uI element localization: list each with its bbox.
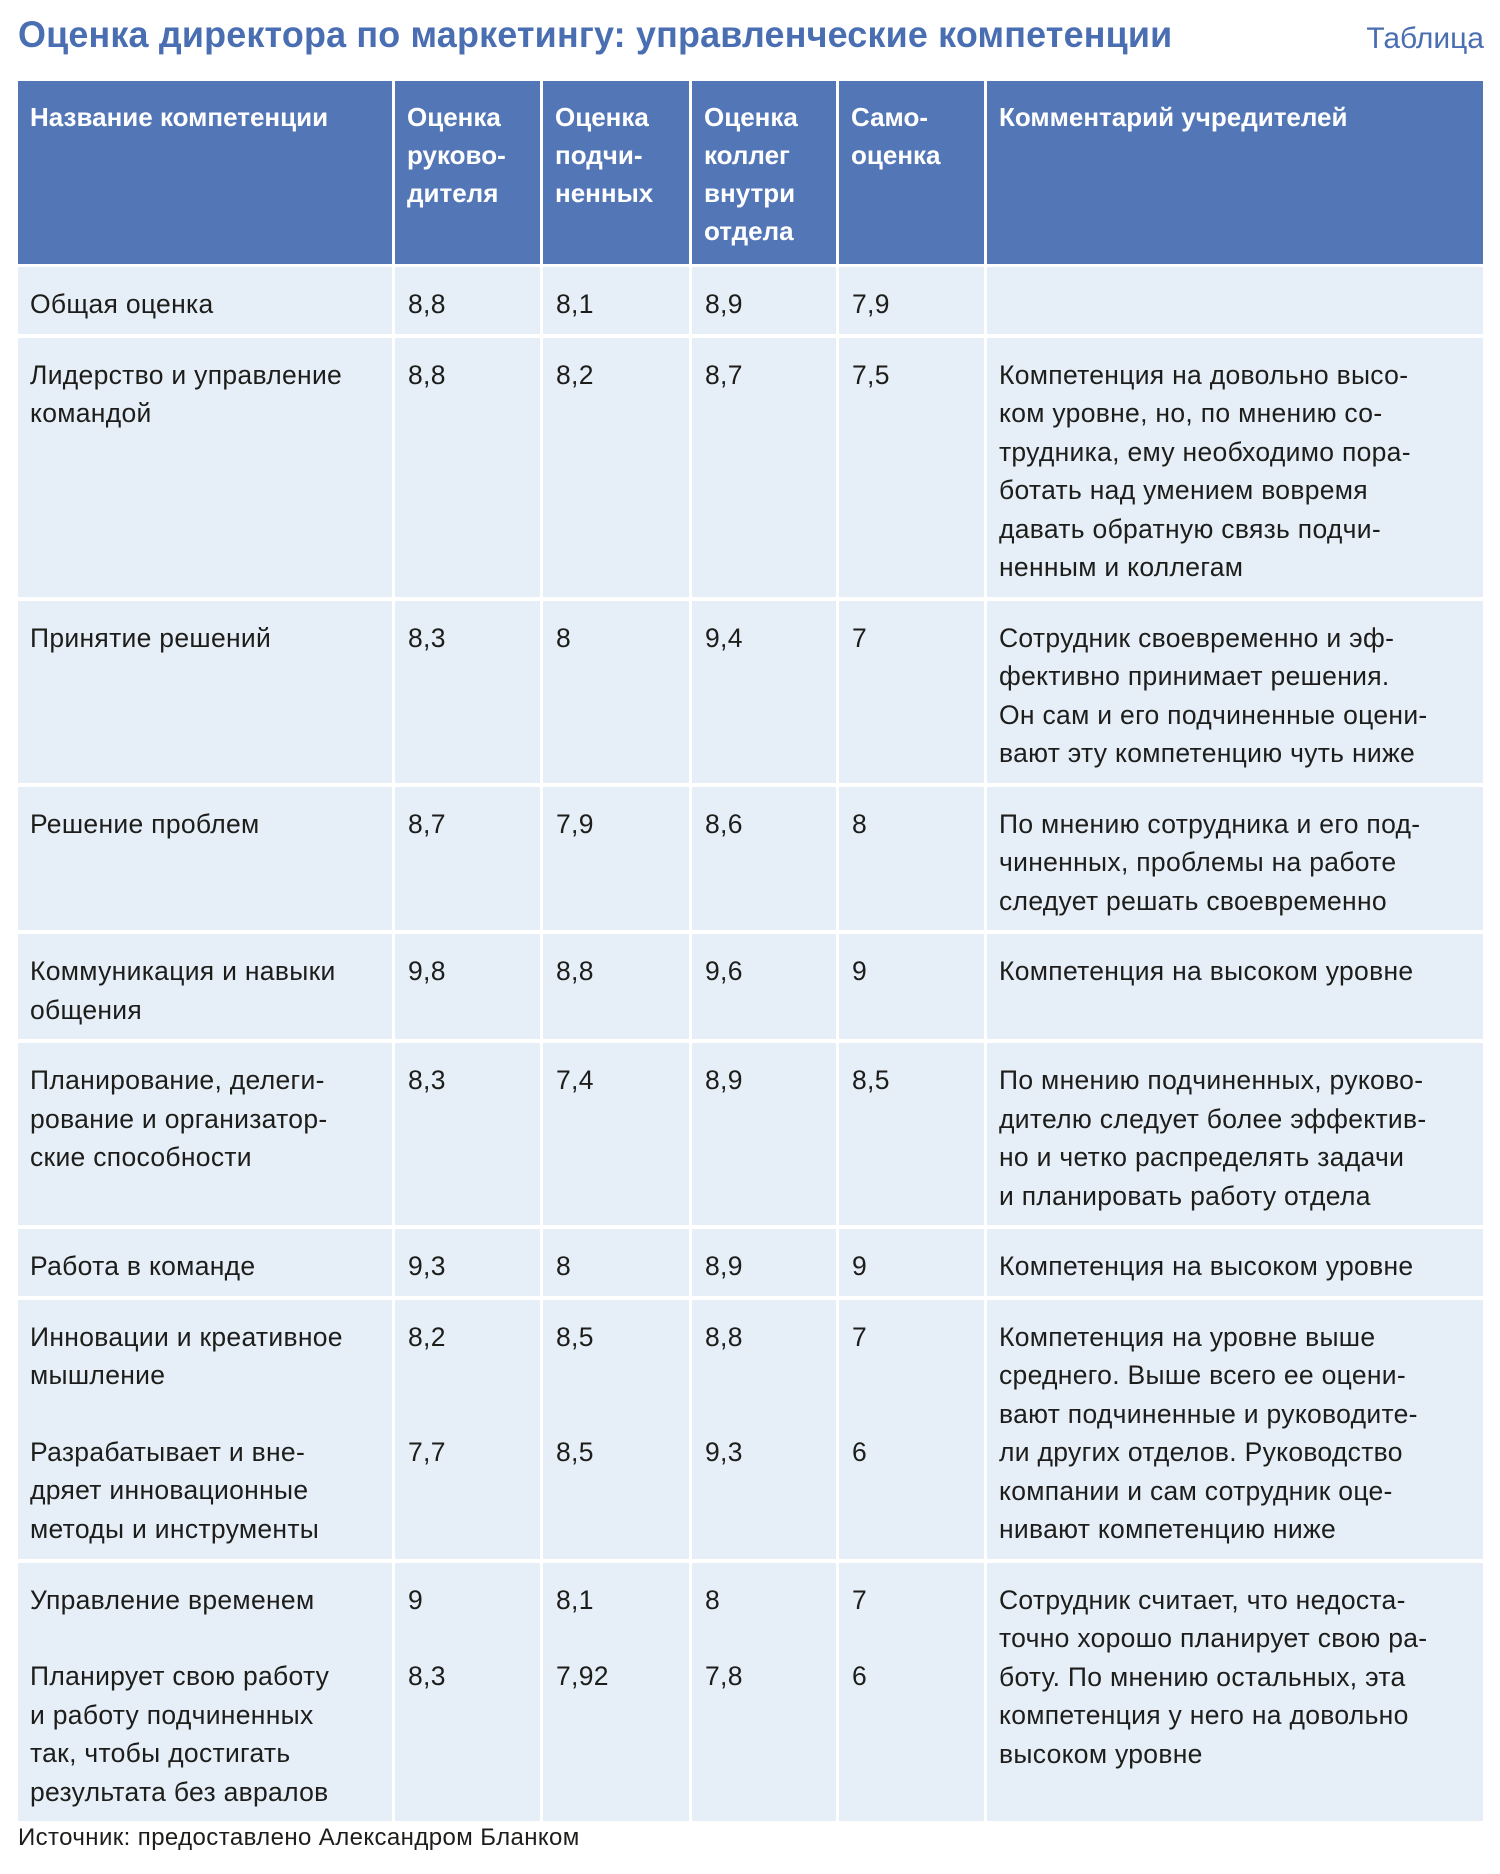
name-text-line: Решение проблем	[30, 808, 260, 839]
competency-name-cell	[18, 267, 395, 338]
source-note: Источник: предоставлено Александром Бланком	[18, 1824, 580, 1851]
table-row	[18, 1300, 1483, 1563]
score-manager-cell	[395, 1563, 543, 1826]
score-manager: 7,7	[408, 1436, 446, 1467]
comment-text-line: нивают компетенцию ниже	[999, 1514, 1337, 1544]
comment-text-line: компании и сам сотрудник оце-	[999, 1475, 1393, 1506]
header-text-line: Оценка	[704, 102, 798, 132]
table-row	[18, 1563, 1483, 1826]
score-manager: 8,8	[408, 289, 446, 319]
score-colleagues-cell	[692, 1563, 839, 1826]
score-self: 8	[852, 808, 868, 839]
score-manager: 8,8	[408, 359, 446, 390]
score-manager: 9,3	[408, 1251, 446, 1281]
comment-text-line: среднего. Выше всего ее оцени-	[999, 1360, 1407, 1390]
score-manager: 9	[408, 1584, 424, 1615]
name-text-line: Работа в команде	[30, 1251, 256, 1281]
comment-text-line: следует решать своевременно	[999, 885, 1387, 916]
competency-name	[30, 356, 380, 433]
header-text-line: дителя	[407, 178, 499, 208]
name-text-line: Разрабатывает и вне-	[30, 1436, 306, 1467]
score-manager-cell	[395, 1043, 543, 1229]
name-text-line: Коммуникация и навыки	[30, 956, 336, 986]
score-self: 7,5	[852, 359, 890, 390]
comment-text-line: вают эту компетенцию чуть ниже	[999, 738, 1416, 768]
comment-text-line: Сотрудник считает, что недоста-	[999, 1584, 1406, 1615]
name-text-line: Общая оценка	[30, 289, 214, 319]
comment-text-line: По мнению сотрудника и его под-	[999, 808, 1421, 839]
score-manager-cell	[395, 601, 543, 787]
header-text-line: руково-	[407, 140, 506, 170]
header-text-line: оценка	[851, 140, 941, 170]
comment-text-line: По мнению подчиненных, руково-	[999, 1065, 1424, 1095]
competency-name-cell	[18, 787, 395, 935]
table-label: Таблица	[1366, 22, 1484, 55]
score-self: 9	[852, 956, 868, 986]
comment-text-line: вают подчиненные и руководите-	[999, 1398, 1418, 1429]
score-subordinates: 7,92	[556, 1661, 609, 1691]
founders-comment-cell	[987, 1229, 1483, 1300]
score-subordinates: 8	[556, 622, 572, 653]
column-header-comment	[987, 81, 1483, 267]
score-colleagues: 9,4	[705, 622, 743, 653]
column-header-name	[18, 81, 395, 267]
comment-text-line: дителю следует более эффектив-	[999, 1103, 1427, 1134]
name-text-line: ские способности	[30, 1142, 252, 1172]
header-text-line: Оценка	[555, 102, 649, 132]
comment-text-line: боту. По мнению остальных, эта	[999, 1661, 1406, 1692]
name-text-line: Лидерство и управление	[30, 359, 343, 390]
score-colleagues: 9,6	[705, 956, 743, 986]
sub-competency-name	[30, 1433, 380, 1549]
score-manager: 8,2	[408, 1321, 446, 1352]
founders-comment-cell	[987, 1043, 1483, 1229]
score-colleagues-cell	[692, 267, 839, 338]
header-text-line: Название компетенции	[30, 102, 329, 132]
competency-name	[30, 619, 380, 658]
name-text-line: рование и организатор-	[30, 1103, 328, 1134]
score-self: 7	[852, 1321, 868, 1352]
competency-name	[30, 1061, 380, 1177]
score-colleagues: 7,8	[705, 1661, 743, 1691]
comment-text-line: но и четко распределять задачи	[999, 1142, 1405, 1172]
competency-name-cell	[18, 1043, 395, 1229]
comment-text-line: ботать над умением вовремя	[999, 475, 1368, 505]
score-self-cell	[839, 1043, 987, 1229]
name-text-line: Планирование, делеги-	[30, 1065, 325, 1095]
score-subordinates: 8,1	[556, 1584, 594, 1615]
header-text-line: коллег	[704, 140, 790, 170]
table-title: Оценка директора по маркетингу: управленческие компетенции	[18, 14, 1173, 55]
name-text-line: Принятие решений	[30, 622, 272, 653]
comment-text-line: Сотрудник своевременно и эф-	[999, 622, 1395, 653]
score-manager: 8,3	[408, 1065, 446, 1095]
score-subordinates: 8,2	[556, 359, 594, 390]
score-subordinates-cell	[543, 1229, 692, 1300]
score-subordinates: 8,1	[556, 289, 594, 319]
score-manager-cell	[395, 338, 543, 601]
score-colleagues-cell	[692, 338, 839, 601]
score-self: 9	[852, 1251, 868, 1281]
comment-text-line: высоком уровне	[999, 1738, 1203, 1769]
competency-name	[30, 805, 380, 844]
competency-name-cell	[18, 934, 395, 1043]
score-self: 8,5	[852, 1065, 890, 1095]
column-header-colleagues	[692, 81, 839, 267]
table-row	[18, 1043, 1483, 1229]
comment-text-line: ли других отделов. Руководство	[999, 1437, 1403, 1467]
founders-comment-cell	[987, 601, 1483, 787]
score-colleagues: 8,9	[705, 1065, 743, 1095]
score-self-cell	[839, 1229, 987, 1300]
competency-name	[30, 285, 380, 324]
competency-name	[30, 1318, 380, 1395]
header-text-line: ненных	[555, 178, 654, 208]
founders-comment-cell	[987, 1563, 1483, 1826]
score-colleagues-cell	[692, 787, 839, 935]
sub-competency-name	[30, 1657, 380, 1811]
score-subordinates: 8,5	[556, 1436, 594, 1467]
comment-text-line: Компетенция на довольно высо-	[999, 359, 1409, 390]
score-colleagues: 8,8	[705, 1321, 743, 1352]
table-row	[18, 601, 1483, 787]
comment-text-line: Компетенция на высоком уровне	[999, 956, 1414, 986]
competency-name-cell	[18, 338, 395, 601]
name-text-line: методы и инструменты	[30, 1513, 320, 1544]
score-subordinates: 8,8	[556, 956, 594, 986]
score-manager-cell	[395, 267, 543, 338]
name-text-line: общения	[30, 994, 143, 1025]
competency-table	[18, 81, 1483, 1825]
score-subordinates: 7,4	[556, 1065, 594, 1095]
comment-text-line: фективно принимает решения.	[999, 661, 1390, 691]
column-header-manager	[395, 81, 543, 267]
founders-comment-cell	[987, 787, 1483, 935]
name-text-line: Инновации и креативное	[30, 1321, 343, 1352]
competency-name-cell	[18, 1300, 395, 1563]
comment-text-line: чиненных, проблемы на работе	[999, 847, 1397, 877]
comment-text-line: точно хорошо планирует свою ра-	[999, 1623, 1428, 1653]
score-self-cell	[839, 1563, 987, 1826]
score-subordinates-cell	[543, 1300, 692, 1563]
table-row	[18, 1229, 1483, 1300]
competency-name-cell	[18, 1563, 395, 1826]
header-text-line: Оценка	[407, 102, 501, 132]
score-self-cell	[839, 787, 987, 935]
name-text-line: и работу подчиненных	[30, 1699, 314, 1730]
score-subordinates: 8,5	[556, 1321, 594, 1352]
score-colleagues: 8,7	[705, 359, 743, 390]
score-colleagues: 8	[705, 1584, 721, 1615]
column-header-self	[839, 81, 987, 267]
score-self-cell	[839, 338, 987, 601]
header-text-line: внутри	[704, 178, 796, 208]
comment-text-line: Компетенция на высоком уровне	[999, 1251, 1414, 1281]
score-self: 6	[852, 1661, 868, 1691]
name-text-line: Управление временем	[30, 1584, 315, 1615]
score-self-cell	[839, 267, 987, 338]
competency-name-cell	[18, 601, 395, 787]
score-subordinates-cell	[543, 338, 692, 601]
name-text-line: дряет инновационные	[30, 1475, 309, 1505]
score-self: 6	[852, 1436, 868, 1467]
name-text-line: Планирует свою работу	[30, 1661, 330, 1691]
score-subordinates-cell	[543, 934, 692, 1043]
score-colleagues-cell	[692, 1043, 839, 1229]
header-text-line: Комментарий учредителей	[999, 102, 1348, 132]
name-text-line: мышление	[30, 1360, 166, 1390]
comment-text-line: компетенция у него на довольно	[999, 1700, 1409, 1730]
score-subordinates-cell	[543, 267, 692, 338]
score-colleagues: 8,9	[705, 289, 743, 319]
founders-comment-cell	[987, 338, 1483, 601]
score-colleagues-cell	[692, 934, 839, 1043]
score-subordinates-cell	[543, 1563, 692, 1826]
score-colleagues-cell	[692, 1300, 839, 1563]
header-row	[18, 81, 1483, 267]
score-manager: 8,7	[408, 808, 446, 839]
comment-text-line: трудника, ему необходимо пора-	[999, 436, 1411, 467]
comment-text-line: давать обратную связь подчи-	[999, 513, 1382, 544]
score-manager: 8,3	[408, 622, 446, 653]
score-colleagues-cell	[692, 1229, 839, 1300]
competency-name-cell	[18, 1229, 395, 1300]
table-row	[18, 267, 1483, 338]
score-self: 7,9	[852, 289, 890, 319]
score-colleagues-cell	[692, 601, 839, 787]
comment-text-line: Компетенция на уровне выше	[999, 1321, 1376, 1352]
founders-comment-cell	[987, 1300, 1483, 1563]
founders-comment-cell	[987, 934, 1483, 1043]
score-self-cell	[839, 1300, 987, 1563]
name-text-line: так, чтобы достигать	[30, 1738, 291, 1768]
score-manager-cell	[395, 1300, 543, 1563]
score-self: 7	[852, 1584, 868, 1615]
competency-name	[30, 952, 380, 1029]
score-colleagues: 9,3	[705, 1436, 743, 1467]
comment-text-line: ненным и коллегам	[999, 552, 1244, 582]
comment-text-line: и планировать работу отдела	[999, 1180, 1371, 1211]
score-self-cell	[839, 601, 987, 787]
header-text-line: Само-	[851, 102, 928, 132]
score-colleagues: 8,6	[705, 808, 743, 839]
table-row	[18, 338, 1483, 601]
name-text-line: командой	[30, 398, 152, 428]
score-subordinates-cell	[543, 601, 692, 787]
name-text-line: результата без авралов	[30, 1776, 329, 1807]
header-text-line: подчи-	[555, 140, 643, 170]
table-row	[18, 787, 1483, 935]
table-row	[18, 934, 1483, 1043]
score-manager-cell	[395, 1229, 543, 1300]
header-text-line: отдела	[704, 216, 794, 246]
table-body	[18, 267, 1483, 1825]
score-subordinates: 8	[556, 1251, 572, 1281]
score-self: 7	[852, 622, 868, 653]
comment-text-line: ком уровне, но, по мнению со-	[999, 398, 1383, 428]
score-manager: 9,8	[408, 956, 446, 986]
competency-name	[30, 1581, 380, 1620]
score-manager-cell	[395, 934, 543, 1043]
score-manager-cell	[395, 787, 543, 935]
founders-comment-cell	[987, 267, 1483, 338]
score-colleagues: 8,9	[705, 1251, 743, 1281]
score-self-cell	[839, 934, 987, 1043]
column-header-subordinates	[543, 81, 692, 267]
score-subordinates: 7,9	[556, 808, 594, 839]
score-manager: 8,3	[408, 1661, 446, 1691]
score-subordinates-cell	[543, 1043, 692, 1229]
competency-name	[30, 1247, 380, 1286]
score-subordinates-cell	[543, 787, 692, 935]
comment-text-line: Он сам и его подчиненные оцени-	[999, 699, 1428, 730]
